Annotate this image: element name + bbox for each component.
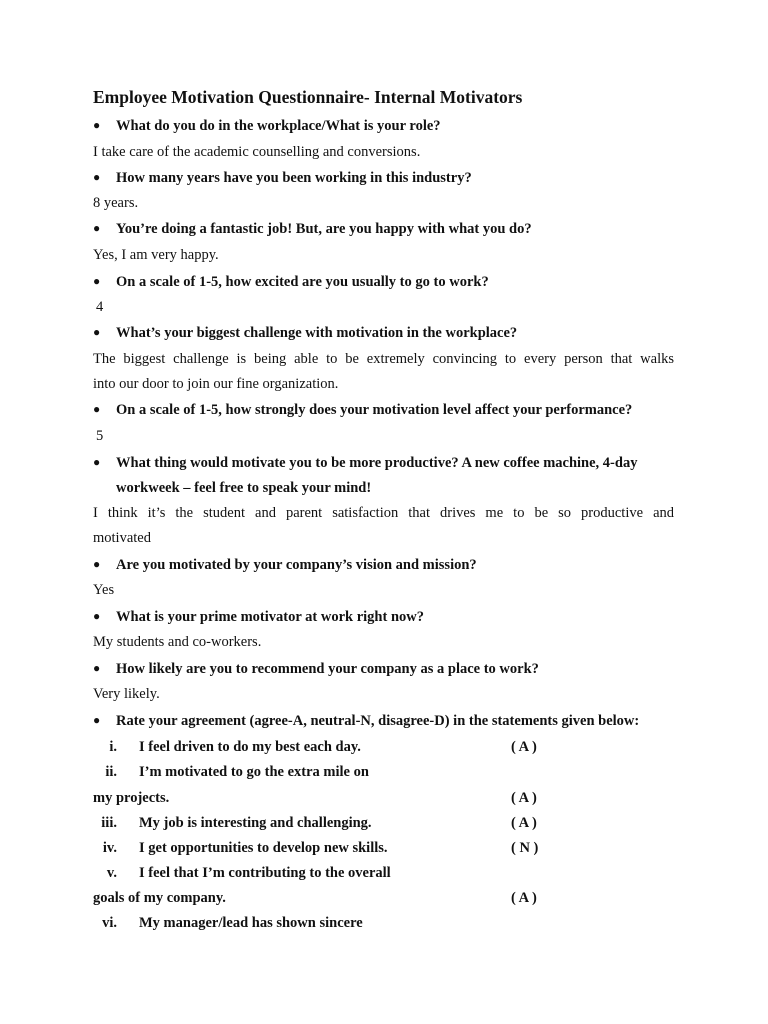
question <box>93 402 676 419</box>
bullet-icon: ● <box>93 661 101 675</box>
answer: Yes <box>93 582 115 598</box>
answer-line: motivated <box>93 530 151 546</box>
statement-number: ii. <box>105 764 117 780</box>
statement-text: I feel driven to do my best each day. <box>139 739 361 755</box>
answer-line: I think it’s the student and parent satisfaction that drives me to be so productive and <box>93 505 674 521</box>
answer: 4 <box>96 299 104 315</box>
rating-question <box>93 713 676 730</box>
statement-number: vi. <box>102 915 117 931</box>
question <box>93 170 676 187</box>
statement-text: My job is interesting and challenging. <box>139 815 372 831</box>
question-text: What thing would motivate you to be more productive? A new coffee machine, 4-day <box>116 455 638 471</box>
statement-text: I’m motivated to go the extra mile on <box>139 764 369 780</box>
question-text: Are you motivated by your company’s vision and mission? <box>116 557 477 573</box>
question-text: On a scale of 1-5, how strongly does your motivation level affect your performance? <box>116 402 633 418</box>
question <box>93 274 676 291</box>
answer: Yes, I am very happy. <box>93 247 219 263</box>
question-text: How likely are you to recommend your company as a place to work? <box>116 661 539 677</box>
question-text: You’re doing a fantastic job! But, are you happy with what you do? <box>116 221 532 237</box>
question <box>93 661 676 678</box>
answer: I take care of the academic counselling and conversions. <box>93 144 421 160</box>
bullet-icon: ● <box>93 402 101 416</box>
statement-text-cont: my projects. <box>93 790 170 806</box>
question <box>93 609 676 626</box>
bullet-icon: ● <box>93 221 101 235</box>
question-text: How many years have you been working in this industry? <box>116 170 472 186</box>
question <box>93 118 676 135</box>
question <box>93 455 676 472</box>
bullet-icon: ● <box>93 609 101 623</box>
statement-number: iv. <box>102 840 117 856</box>
question-text: What do you do in the workplace/What is your role? <box>116 118 441 134</box>
question <box>93 325 676 342</box>
rating-value: ( A ) <box>511 815 537 831</box>
answer: Very likely. <box>93 686 160 702</box>
bullet-icon: ● <box>93 455 101 469</box>
bullet-icon: ● <box>93 170 101 184</box>
question-text: What is your prime motivator at work right now? <box>116 609 424 625</box>
bullet-icon: ● <box>93 325 101 339</box>
question-text-cont: workweek – feel free to speak your mind! <box>116 480 372 496</box>
question-text: What’s your biggest challenge with motivation in the workplace? <box>116 325 518 341</box>
page-title: Employee Motivation Questionnaire- Internal Motivators <box>93 87 523 107</box>
statement-text: I feel that I’m contributing to the overall <box>139 865 391 881</box>
rating-value: ( N ) <box>511 840 539 856</box>
answer-line: into our door to join our fine organization. <box>93 376 339 392</box>
answer: 5 <box>96 428 104 444</box>
statement-number: i. <box>109 739 117 755</box>
rating-value: ( A ) <box>511 890 537 906</box>
answer: My students and co-workers. <box>93 634 262 650</box>
answer: 8 years. <box>93 195 139 211</box>
rating-value: ( A ) <box>511 790 537 806</box>
bullet-icon: ● <box>93 118 101 132</box>
statement-text-cont: goals of my company. <box>93 890 226 906</box>
bullet-icon: ● <box>93 274 101 288</box>
question-text: On a scale of 1-5, how excited are you usually to go to work? <box>116 274 489 290</box>
question <box>93 557 676 574</box>
question-text: Rate your agreement (agree-A, neutral-N, disagree-D) in the statements given below: <box>116 713 640 729</box>
bullet-icon: ● <box>93 713 101 727</box>
rating-value: ( A ) <box>511 739 537 755</box>
question <box>93 221 676 238</box>
statement-number: v. <box>106 865 117 881</box>
statement-number: iii. <box>101 815 117 831</box>
answer-line: The biggest challenge is being able to be extremely convincing to every person that walks <box>93 351 674 367</box>
statement-text: I get opportunities to develop new skills. <box>139 840 388 856</box>
statement-text: My manager/lead has shown sincere <box>139 915 363 931</box>
bullet-icon: ● <box>93 557 101 571</box>
